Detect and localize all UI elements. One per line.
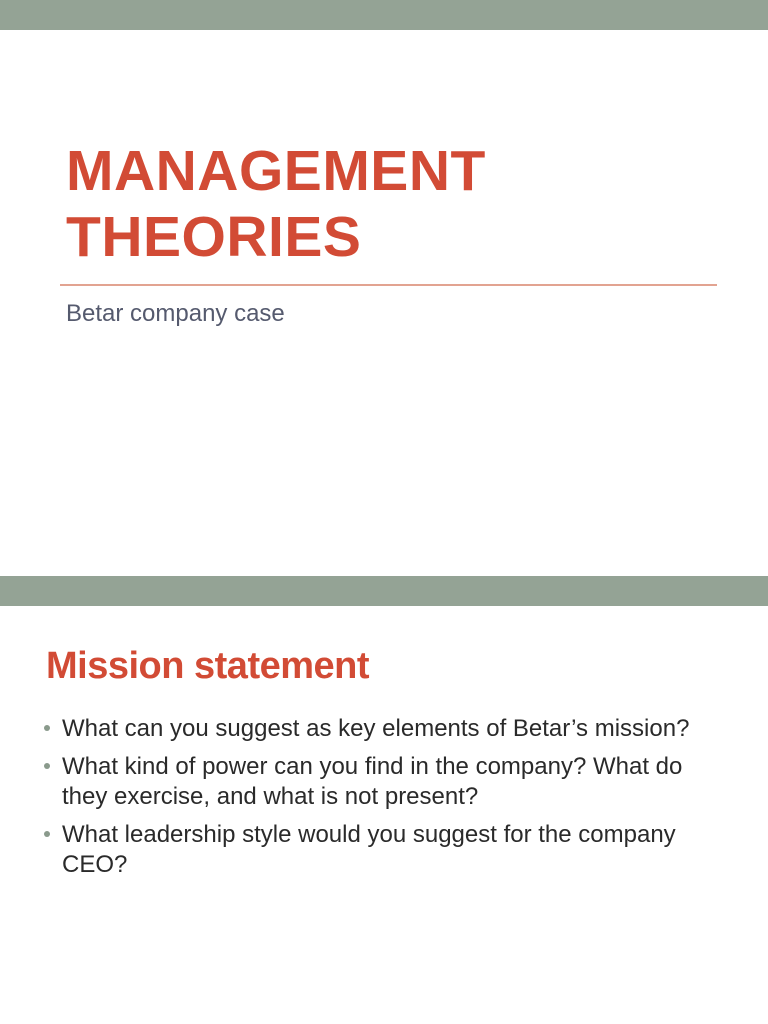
title-divider [60,284,717,286]
title-line-1: MANAGEMENT [66,139,486,203]
slide-header-band [0,576,768,606]
bullet-text: What leadership style would you suggest for the company CEO? [62,821,676,878]
title-line-2: THEORIES [66,205,362,269]
bullet-list [44,714,734,888]
bullet-item [44,820,734,880]
slide-mission-statement [0,576,768,1024]
bullet-text: What can you suggest as key elements of Betar’s mission? [62,715,690,742]
bullet-icon [44,763,50,769]
slide-header-band [0,0,768,30]
slide-title-heading [66,138,726,270]
slide-heading: Mission statement [46,645,370,687]
bullet-text: What kind of power can you find in the company? What do they exercise, and what is not present? [62,753,683,810]
bullet-item [44,714,734,744]
bullet-icon [44,831,50,837]
slide-subtitle: Betar company case [66,300,285,327]
bullet-item [44,752,734,812]
bullet-icon [44,725,50,731]
